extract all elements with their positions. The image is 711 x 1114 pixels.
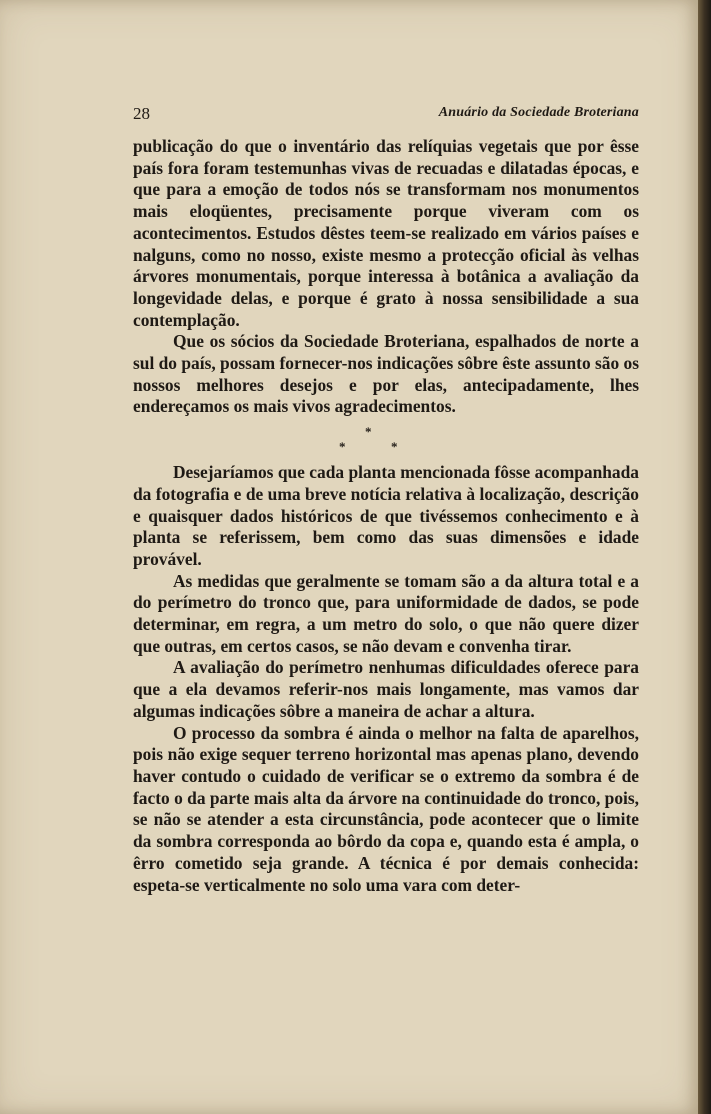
book-spine-edge bbox=[698, 0, 711, 1114]
paragraph: As medidas que geralmente se tomam são a da altura total e a do perímetro do tronco que, para uniformidade de dados, se pode determinar, em regra, a um metro do solo, o que não quere dizer que outras, em certos casos, se não devam e convenha tirar. bbox=[133, 570, 639, 656]
page-number: 28 bbox=[133, 104, 150, 123]
body-text bbox=[133, 136, 639, 896]
asterisk-left: * bbox=[339, 439, 346, 455]
paragraph: Desejaríamos que cada planta mencionada fôsse acompanhada da fotografia e de uma breve notícia relativa à localização, descrição e quaisquer dados históricos de que tivéssemos conhecimento e à planta se referissem, bem como das suas dimensões e idade provável. bbox=[133, 462, 639, 569]
asterism-separator bbox=[133, 418, 639, 462]
paragraph: Que os sócios da Sociedade Broteriana, espalhados de norte a sul do país, possam fornecer-nos indicações sôbre êste assunto são os nossos melhores desejos e por elas, antecipadamente, lhes endereçamos os mais vivos agradecimentos. bbox=[133, 331, 639, 417]
running-title: Anuário da Sociedade Broteriana bbox=[438, 105, 639, 120]
asterisk-right: * bbox=[391, 439, 398, 455]
asterisk-top: * bbox=[365, 424, 372, 440]
paragraph: O processo da sombra é ainda o melhor na falta de aparelhos, pois não exige sequer terreno horizontal mas apenas plano, devendo haver contudo o cuidado de verificar se o extremo da sombra é de facto o da parte mais alta da árvore na continuidade do tronco, pois, se não se atender a esta circunstância, pode acontecer que o limite da sombra corresponda ao bôrdo da copa e, quando esta é ampla, o êrro cometido seja grande. A técnica é por demais conhecida: espeta-se verticalmente no solo uma vara com deter- bbox=[133, 722, 639, 895]
paragraph: A avaliação do perímetro nenhumas dificuldades oferece para que a ela devamos referir-nos mais longamente, mas vamos dar algumas indicações sôbre a maneira de achar a altura. bbox=[133, 657, 639, 721]
page-header bbox=[133, 104, 639, 126]
paragraph: publicação do que o inventário das relíquias vegetais que por êsse país fora foram testemunhas vivas de recuadas e dilatadas épocas, e que para a emoção de todos nós se transformam nos monumentos mais eloqüentes, precisamente porque viveram com os acontecimentos. Estudos dêstes teem-se realizado em vários países e nalguns, como no nosso, existe mesmo a protecção oficial às velhas árvores monumentais, porque interessa à botânica a avaliação da longevidade delas, e porque é grato à nossa sensibilidade a sua contemplação. bbox=[133, 136, 639, 330]
